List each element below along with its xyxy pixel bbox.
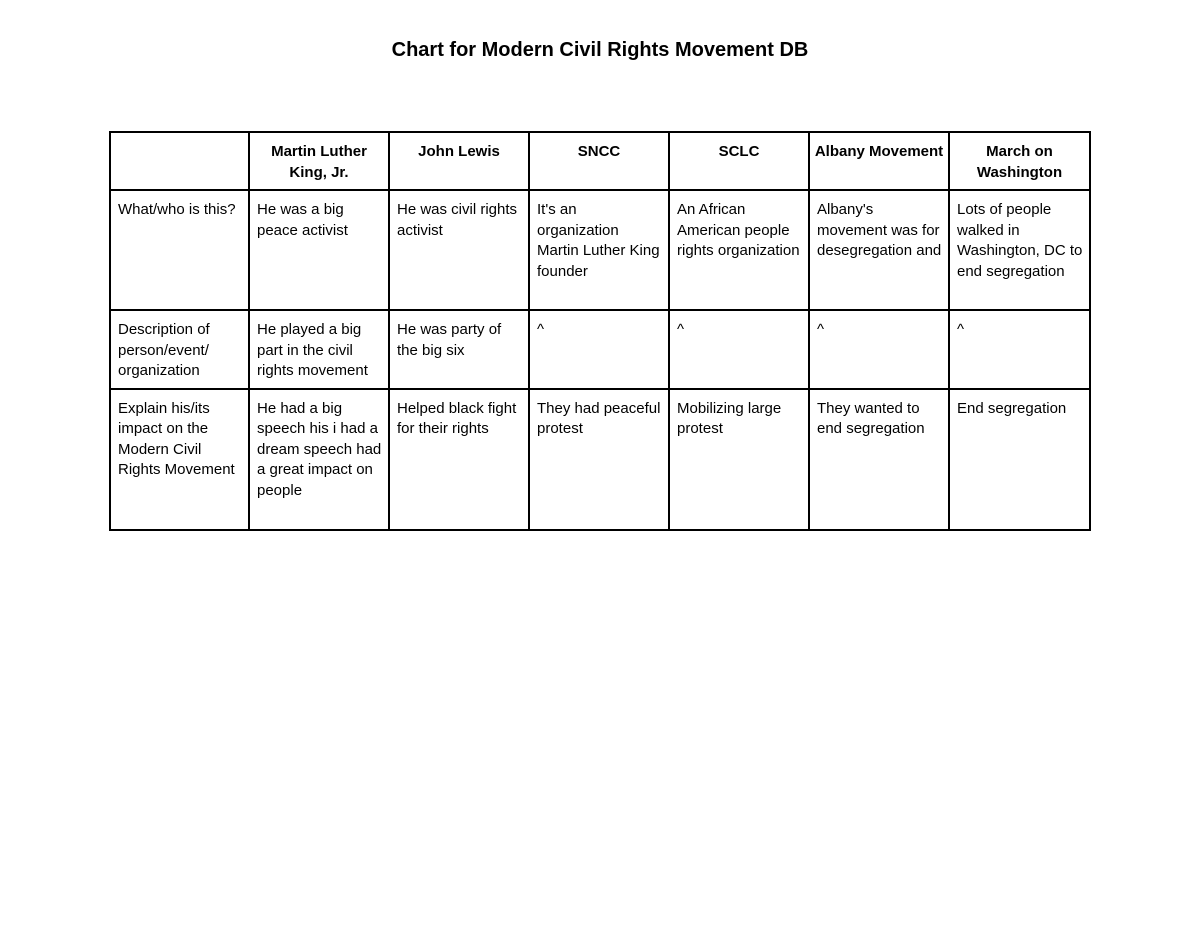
column-header-sclc: SCLC: [669, 132, 809, 190]
row-label: Explain his/its impact on the Modern Civil Rights Movement: [110, 389, 249, 530]
table-cell: ^: [949, 310, 1090, 389]
table-row-impact: [110, 389, 1090, 530]
table-cell: ^: [809, 310, 949, 389]
table-header-row: [110, 132, 1090, 190]
table-cell: End segregation: [949, 389, 1090, 530]
table-cell: ^: [529, 310, 669, 389]
row-label: What/who is this?: [110, 190, 249, 310]
column-header-mlk: Martin Luther King, Jr.: [249, 132, 389, 190]
table-cell: They had peaceful protest: [529, 389, 669, 530]
table-cell: Lots of people walked in Washington, DC to end segregation: [949, 190, 1090, 310]
table-cell: He was party of the big six: [389, 310, 529, 389]
table-cell: He was civil rights activist: [389, 190, 529, 310]
table-cell: He played a big part in the civil rights movement: [249, 310, 389, 389]
row-label: Description of person/event/ organization: [110, 310, 249, 389]
column-header-march-on-washington: March on Washington: [949, 132, 1090, 190]
table-cell: He had a big speech his i had a dream speech had a great impact on people: [249, 389, 389, 530]
table-cell: Helped black fight for their rights: [389, 389, 529, 530]
table-cell: They wanted to end segregation: [809, 389, 949, 530]
page-title: Chart for Modern Civil Rights Movement DB: [391, 39, 809, 61]
table-row-description: [110, 310, 1090, 389]
table-cell: He was a big peace activist: [249, 190, 389, 310]
table-corner-cell: [110, 132, 249, 190]
column-header-sncc: SNCC: [529, 132, 669, 190]
table-cell: Mobilizing large protest: [669, 389, 809, 530]
column-header-albany-movement: Albany Movement: [809, 132, 949, 190]
table-cell: Albany's movement was for desegregation and: [809, 190, 949, 310]
table-cell: An African American people rights organization: [669, 190, 809, 310]
column-header-john-lewis: John Lewis: [389, 132, 529, 190]
table-row-what-who: [110, 190, 1090, 310]
chart-table: [109, 131, 1091, 531]
table-cell: ^: [669, 310, 809, 389]
table-cell: It's an organization Martin Luther King founder: [529, 190, 669, 310]
